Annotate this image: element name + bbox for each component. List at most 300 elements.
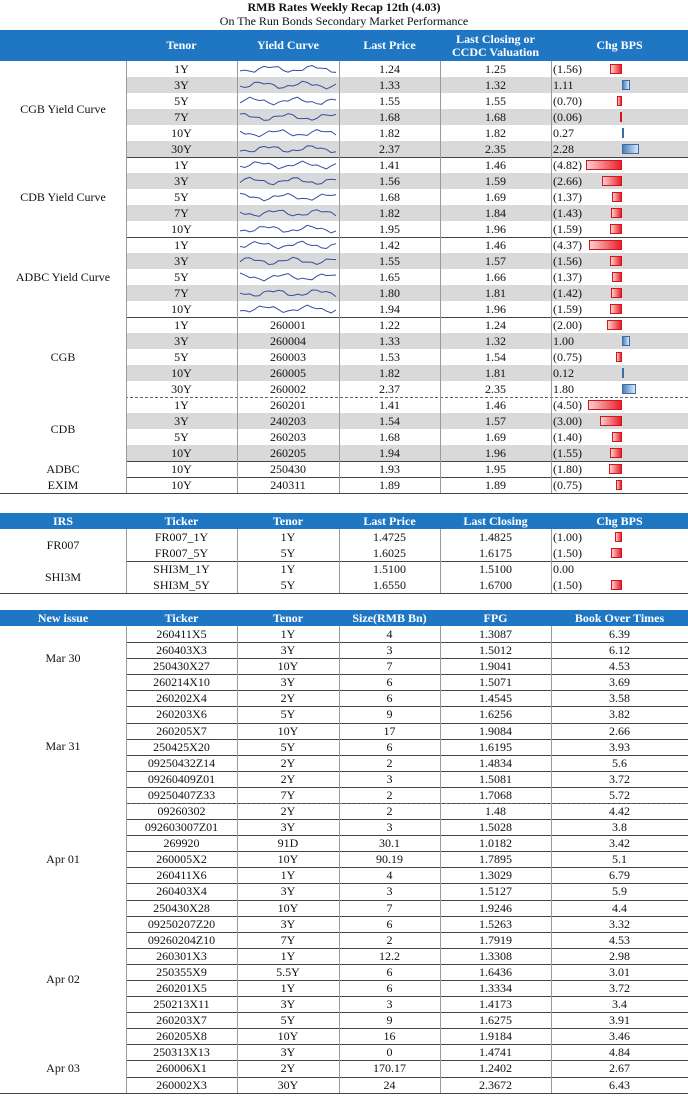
chg-bps-cell: 1.80 — [553, 382, 574, 396]
yield-sparkline — [238, 125, 338, 141]
size-cell: 4 — [386, 868, 393, 883]
last-closing-cell: 1.57 — [485, 254, 506, 268]
negative-change-bar — [610, 64, 622, 74]
chg-bps-cell: (1.42) — [553, 286, 582, 300]
ticker-cell: 250425X20 — [153, 739, 210, 754]
book-over-times-cell: 6.12 — [609, 643, 630, 658]
last-price-cell: 1.33 — [379, 78, 400, 92]
header-cell: Last Closing — [463, 513, 528, 528]
positive-change-bar — [622, 80, 630, 90]
last-price-cell: 1.68 — [379, 430, 400, 444]
yield-sparkline — [238, 173, 338, 189]
header-cell — [0, 30, 126, 61]
last-closing-cell: 1.84 — [485, 206, 506, 220]
tenor-cell: 1Y — [280, 868, 296, 883]
book-over-times-cell: 4.53 — [609, 659, 630, 674]
ticker-cell: 260403X3 — [156, 643, 207, 658]
last-price-cell: 1.6550 — [373, 578, 406, 592]
yield-sparkline — [238, 253, 338, 269]
chg-bps-cell: (1.43) — [553, 206, 582, 220]
chg-bps-cell: 1.00 — [553, 334, 574, 348]
yield-sparkline — [238, 93, 338, 109]
ticker-cell: SHI3M_5Y — [153, 578, 210, 592]
last-closing-cell: 1.54 — [485, 350, 506, 364]
last-closing-cell: 1.96 — [485, 446, 506, 460]
last-closing-cell: 1.96 — [485, 222, 506, 236]
irs-group-label: SHI3M — [0, 561, 126, 593]
ticker-cell: 09250432Z14 — [147, 755, 216, 770]
header-cell: IRS — [52, 513, 73, 528]
size-cell: 2 — [386, 932, 393, 947]
bond-code-cell: 240311 — [270, 478, 306, 492]
size-cell: 3 — [386, 820, 393, 835]
last-price-cell: 1.42 — [379, 238, 400, 252]
chg-bps-cell: (1.37) — [553, 270, 582, 284]
chg-bps-cell: 0.00 — [553, 562, 574, 576]
fpg-cell: 1.5081 — [479, 771, 512, 786]
ticker-cell: 250213X11 — [153, 997, 210, 1012]
tenor-cell: 30Y — [277, 1077, 299, 1092]
header-cell: FPG — [483, 610, 508, 625]
last-closing-cell: 1.68 — [485, 110, 506, 124]
chg-bps-cell: (0.06) — [553, 110, 582, 124]
column-divider — [551, 626, 552, 1093]
size-cell: 6 — [386, 675, 393, 690]
tenor-cell: 5.5Y — [276, 964, 300, 979]
tenor-cell: 1Y — [280, 948, 296, 963]
ticker-cell: SHI3M_1Y — [153, 562, 210, 576]
fpg-cell: 1.4834 — [479, 755, 512, 770]
ticker-cell: 260002X3 — [156, 1077, 207, 1092]
header-cell: Book Over Times — [574, 610, 665, 625]
last-closing-cell: 1.69 — [485, 430, 506, 444]
last-closing-cell: 1.95 — [485, 462, 506, 476]
size-cell: 24 — [383, 1077, 396, 1092]
tenor-cell: 1Y — [174, 318, 189, 332]
new-issue-header — [0, 610, 688, 626]
negative-change-bar — [616, 352, 622, 362]
bond-code-cell: 260004 — [270, 334, 306, 348]
ticker-cell: 260214X10 — [153, 675, 210, 690]
last-price-cell: 1.55 — [379, 254, 400, 268]
tenor-cell: 5Y — [174, 94, 189, 108]
book-over-times-cell: 3.72 — [609, 771, 630, 786]
book-over-times-cell: 3.93 — [609, 739, 630, 754]
header-cell: Last Price — [363, 38, 416, 52]
positive-change-bar — [622, 384, 636, 394]
chg-bps-cell: (1.37) — [553, 190, 582, 204]
bond-code-cell: 260205 — [270, 446, 306, 460]
negative-change-bar — [589, 240, 622, 250]
tenor-cell: 1Y — [280, 627, 296, 641]
header-cell: Size(RMB Bn) — [352, 610, 427, 625]
size-cell: 3 — [386, 771, 393, 786]
last-price-cell: 1.80 — [379, 286, 400, 300]
positive-change-bar — [622, 128, 624, 138]
negative-change-bar — [610, 224, 622, 234]
size-cell: 2 — [386, 787, 393, 802]
last-price-cell: 1.55 — [379, 94, 400, 108]
negative-change-bar — [600, 416, 623, 426]
ticker-cell: 260205X8 — [156, 1029, 207, 1044]
last-closing-cell: 1.59 — [485, 174, 506, 188]
chg-bps-cell: (1.50) — [553, 546, 582, 560]
issue-date-label: Mar 31 — [0, 690, 126, 803]
chg-bps-cell: (2.66) — [553, 174, 582, 188]
last-closing-cell: 1.6700 — [479, 578, 512, 592]
negative-change-bar — [612, 432, 623, 442]
divider — [0, 593, 688, 594]
tenor-cell: 30Y — [171, 142, 192, 156]
group-label: CGB — [0, 317, 126, 397]
size-cell: 6 — [386, 980, 393, 995]
fpg-cell: 1.6195 — [479, 739, 512, 754]
tenor-cell: 10Y — [171, 126, 192, 140]
fpg-cell: 2.3672 — [479, 1077, 512, 1092]
size-cell: 9 — [386, 707, 393, 722]
tenor-cell: 5Y — [174, 430, 189, 444]
fpg-cell: 1.5012 — [479, 643, 512, 658]
tenor-cell: 5Y — [174, 270, 189, 284]
tenor-cell: 3Y — [174, 254, 189, 268]
negative-change-bar — [615, 532, 623, 542]
chg-bps-cell: (0.75) — [553, 478, 582, 492]
bond-code-cell: 260005 — [270, 366, 306, 380]
last-closing-cell: 1.81 — [485, 286, 506, 300]
negative-change-bar — [586, 160, 622, 170]
last-closing-cell: 1.55 — [485, 94, 506, 108]
group-label: CGB Yield Curve — [0, 61, 126, 157]
size-cell: 90.19 — [376, 852, 403, 867]
size-cell: 3 — [386, 884, 393, 899]
last-closing-cell: 2.35 — [485, 142, 506, 156]
negative-change-bar — [610, 256, 622, 266]
tenor-cell: 5Y — [174, 190, 189, 204]
tenor-cell: 3Y — [174, 174, 189, 188]
tenor-cell: 30Y — [171, 382, 192, 396]
last-price-cell: 1.94 — [379, 446, 400, 460]
tenor-cell: 10Y — [171, 302, 192, 316]
fpg-cell: 1.48 — [485, 803, 506, 818]
chg-bps-cell: 0.27 — [553, 126, 574, 140]
tenor-cell: 1Y — [174, 398, 189, 412]
fpg-cell: 1.9246 — [479, 900, 512, 915]
last-closing-cell: 1.69 — [485, 190, 506, 204]
size-cell: 2 — [386, 803, 393, 818]
book-over-times-cell: 2.98 — [609, 948, 630, 963]
fpg-cell: 1.6275 — [479, 1013, 512, 1028]
last-price-cell: 1.41 — [379, 398, 400, 412]
chg-bps-cell: (1.56) — [553, 254, 582, 268]
last-closing-cell: 1.89 — [485, 478, 506, 492]
last-price-cell: 1.53 — [379, 350, 400, 364]
book-over-times-cell: 3.46 — [609, 1029, 630, 1044]
fpg-cell: 1.6256 — [479, 707, 512, 722]
yield-sparkline — [238, 205, 338, 221]
negative-change-bar — [612, 192, 622, 202]
yield-sparkline — [238, 141, 338, 157]
negative-change-bar — [611, 288, 622, 298]
yield-sparkline — [238, 109, 338, 125]
last-price-cell: 1.5100 — [373, 562, 406, 576]
positive-change-bar — [622, 144, 639, 154]
size-cell: 4 — [386, 627, 393, 641]
group-label: ADBC — [0, 461, 126, 477]
last-closing-cell: 1.32 — [485, 334, 506, 348]
bond-code-cell: 260002 — [270, 382, 306, 396]
book-over-times-cell: 5.1 — [612, 852, 627, 867]
tenor-cell: 1Y — [174, 62, 189, 76]
group-label: ADBC Yield Curve — [0, 237, 126, 317]
yield-sparkline — [238, 269, 338, 285]
size-cell: 3 — [386, 997, 393, 1012]
chg-bps-cell: (3.00) — [553, 414, 582, 428]
fpg-cell: 1.3334 — [479, 980, 512, 995]
last-price-cell: 1.22 — [379, 318, 400, 332]
tenor-cell: 2Y — [280, 803, 296, 818]
size-cell: 170.17 — [373, 1061, 406, 1076]
fpg-cell: 1.7068 — [479, 787, 512, 802]
negative-change-bar — [610, 304, 622, 314]
ticker-cell: 260203X6 — [156, 707, 207, 722]
column-divider — [440, 61, 441, 493]
last-closing-cell: 1.46 — [485, 158, 506, 172]
chg-bps-cell: (4.37) — [553, 238, 582, 252]
column-divider — [237, 61, 238, 493]
tenor-cell: 10Y — [171, 478, 192, 492]
ticker-cell: FR007_5Y — [154, 546, 209, 560]
book-over-times-cell: 5.72 — [609, 787, 630, 802]
ticker-cell: 260411X5 — [156, 627, 207, 641]
ticker-cell: 092603007Z01 — [144, 820, 219, 835]
ticker-cell: FR007_1Y — [154, 530, 209, 544]
last-price-cell: 1.6025 — [373, 546, 406, 560]
tenor-cell: 5Y — [280, 546, 296, 560]
chg-bps-cell: (0.70) — [553, 94, 582, 108]
last-closing-cell: 1.82 — [485, 126, 506, 140]
book-over-times-cell: 3.72 — [609, 980, 630, 995]
group-label: CDB Yield Curve — [0, 157, 126, 237]
irs-group-label: FR007 — [0, 529, 126, 561]
size-cell: 16 — [383, 1029, 396, 1044]
header-cell: Last Closing or CCDC Valuation — [451, 31, 540, 59]
book-over-times-cell: 2.67 — [609, 1061, 630, 1076]
yield-sparkline — [238, 301, 338, 317]
bond-code-cell: 260003 — [270, 350, 306, 364]
header-cell: Ticker — [164, 610, 199, 625]
ticker-cell: 260403X4 — [156, 884, 207, 899]
book-over-times-cell: 3.82 — [609, 707, 630, 722]
book-over-times-cell: 3.01 — [609, 964, 630, 979]
column-divider — [237, 626, 238, 1093]
chg-bps-cell: (4.82) — [553, 158, 582, 172]
yield-sparkline — [238, 221, 338, 237]
tenor-cell: 3Y — [280, 1045, 296, 1060]
fpg-cell: 1.5263 — [479, 916, 512, 931]
issue-date-label: Mar 30 — [0, 626, 126, 690]
column-divider — [237, 529, 238, 593]
tenor-cell: 1Y — [280, 530, 296, 544]
fpg-cell: 1.3308 — [479, 948, 512, 963]
yield-sparkline — [238, 77, 338, 93]
negative-change-bar — [607, 320, 622, 330]
tenor-cell: 10Y — [171, 366, 192, 380]
size-cell: 6 — [386, 739, 393, 754]
column-divider — [551, 529, 552, 593]
column-divider — [551, 61, 552, 493]
negative-change-bar — [611, 548, 622, 558]
column-divider — [440, 626, 441, 1093]
tenor-cell: 91D — [277, 836, 299, 851]
issue-date-label: Apr 02 — [0, 916, 126, 1045]
ticker-cell: 260203X7 — [156, 1013, 207, 1028]
tenor-cell: 7Y — [174, 206, 189, 220]
tenor-cell: 10Y — [277, 659, 299, 674]
tenor-cell: 2Y — [280, 691, 296, 706]
last-price-cell: 1.4725 — [373, 530, 406, 544]
fpg-cell: 1.9184 — [479, 1029, 512, 1044]
chg-bps-cell: (1.00) — [553, 530, 582, 544]
last-price-cell: 1.82 — [379, 126, 400, 140]
chg-bps-cell: (1.55) — [553, 446, 582, 460]
tenor-cell: 10Y — [171, 222, 192, 236]
tenor-cell: 7Y — [174, 110, 189, 124]
tenor-cell: 7Y — [174, 286, 189, 300]
ticker-cell: 269920 — [163, 836, 200, 851]
tenor-cell: 2Y — [280, 755, 296, 770]
book-over-times-cell: 6.39 — [609, 627, 630, 641]
header-cell: Chg BPS — [596, 513, 643, 528]
divider — [0, 1093, 688, 1094]
header-cell: Ticker — [164, 513, 199, 528]
group-label: EXIM — [0, 477, 126, 493]
book-over-times-cell: 3.69 — [609, 675, 630, 690]
last-closing-cell: 1.81 — [485, 366, 506, 380]
size-cell: 7 — [386, 659, 393, 674]
size-cell: 6 — [386, 916, 393, 931]
tenor-cell: 3Y — [280, 675, 296, 690]
positive-change-bar — [622, 368, 624, 378]
ticker-cell: 250430X27 — [153, 659, 210, 674]
ticker-cell: 260411X6 — [156, 868, 207, 883]
last-closing-cell: 1.4825 — [479, 530, 512, 544]
divider — [0, 493, 688, 494]
fpg-cell: 1.0182 — [479, 836, 512, 851]
irs-header — [0, 513, 688, 529]
header-cell: Tenor — [166, 38, 197, 52]
tenor-cell: 1Y — [174, 158, 189, 172]
book-over-times-cell: 3.4 — [612, 997, 627, 1012]
bond-code-cell: 250430 — [270, 462, 306, 476]
size-cell: 3 — [386, 643, 393, 658]
negative-change-bar — [611, 208, 622, 218]
last-price-cell: 2.37 — [379, 382, 400, 396]
last-price-cell: 1.41 — [379, 158, 400, 172]
size-cell: 6 — [386, 964, 393, 979]
chg-bps-cell: (1.50) — [553, 578, 582, 592]
bond-code-cell: 260203 — [270, 430, 306, 444]
negative-change-bar — [620, 112, 622, 122]
negative-change-bar — [602, 176, 622, 186]
report-subtitle: On The Run Bonds Secondary Market Performance — [219, 14, 469, 28]
size-cell: 2 — [386, 755, 393, 770]
tenor-cell: 3Y — [174, 414, 189, 428]
fpg-cell: 1.5028 — [479, 820, 512, 835]
book-over-times-cell: 4.53 — [609, 932, 630, 947]
negative-change-bar — [612, 272, 622, 282]
bond-code-cell: 260201 — [270, 398, 306, 412]
size-cell: 17 — [383, 723, 396, 738]
ticker-cell: 09260409Z01 — [147, 771, 216, 786]
group-label: CDB — [0, 397, 126, 461]
fpg-cell: 1.3087 — [479, 627, 512, 641]
yield-sparkline — [238, 237, 338, 253]
column-divider — [126, 529, 127, 593]
negative-change-bar — [617, 96, 622, 106]
chg-bps-cell: 1.11 — [553, 78, 574, 92]
last-price-cell: 2.37 — [379, 142, 400, 156]
book-over-times-cell: 4.42 — [609, 803, 630, 818]
last-closing-cell: 1.32 — [485, 78, 506, 92]
last-closing-cell: 2.35 — [485, 382, 506, 396]
book-over-times-cell: 6.79 — [609, 868, 630, 883]
tenor-cell: 3Y — [174, 334, 189, 348]
last-price-cell: 1.95 — [379, 222, 400, 236]
tenor-cell: 5Y — [280, 578, 296, 592]
bond-performance-header — [0, 30, 688, 61]
fpg-cell: 1.5127 — [479, 884, 512, 899]
tenor-cell: 1Y — [280, 980, 296, 995]
tenor-cell: 3Y — [280, 643, 296, 658]
fpg-cell: 1.4173 — [479, 997, 512, 1012]
column-divider — [440, 529, 441, 593]
bond-code-cell: 260001 — [270, 318, 306, 332]
tenor-cell: 1Y — [174, 238, 189, 252]
book-over-times-cell: 2.66 — [609, 723, 630, 738]
ticker-cell: 260005X2 — [156, 852, 207, 867]
tenor-cell: 5Y — [280, 1013, 296, 1028]
ticker-cell: 250313X13 — [153, 1045, 210, 1060]
last-price-cell: 1.33 — [379, 334, 400, 348]
chg-bps-cell: (1.80) — [553, 462, 582, 476]
last-closing-cell: 1.46 — [485, 398, 506, 412]
header-cell: New issue — [37, 610, 89, 625]
issue-date-label: Apr 03 — [0, 1044, 126, 1092]
negative-change-bar — [588, 400, 622, 410]
positive-change-bar — [622, 336, 630, 346]
last-price-cell: 1.82 — [379, 206, 400, 220]
ticker-cell: 260006X1 — [156, 1061, 207, 1076]
chg-bps-cell: 0.12 — [553, 366, 574, 380]
header-cell: Chg BPS — [596, 38, 643, 52]
book-over-times-cell: 6.43 — [609, 1077, 630, 1092]
fpg-cell: 1.6436 — [479, 964, 512, 979]
chg-bps-cell: (4.50) — [553, 398, 582, 412]
fpg-cell: 1.3029 — [479, 868, 512, 883]
fpg-cell: 1.7895 — [479, 852, 512, 867]
fpg-cell: 1.9041 — [479, 659, 512, 674]
tenor-cell: 3Y — [174, 78, 189, 92]
book-over-times-cell: 3.42 — [609, 836, 630, 851]
book-over-times-cell: 3.32 — [609, 916, 630, 931]
last-closing-cell: 1.66 — [485, 270, 506, 284]
fpg-cell: 1.4545 — [479, 691, 512, 706]
column-divider — [339, 626, 340, 1093]
header-cell: Yield Curve — [257, 38, 319, 52]
header-cell: Tenor — [272, 513, 304, 528]
tenor-cell: 10Y — [277, 723, 299, 738]
column-divider — [339, 529, 340, 593]
